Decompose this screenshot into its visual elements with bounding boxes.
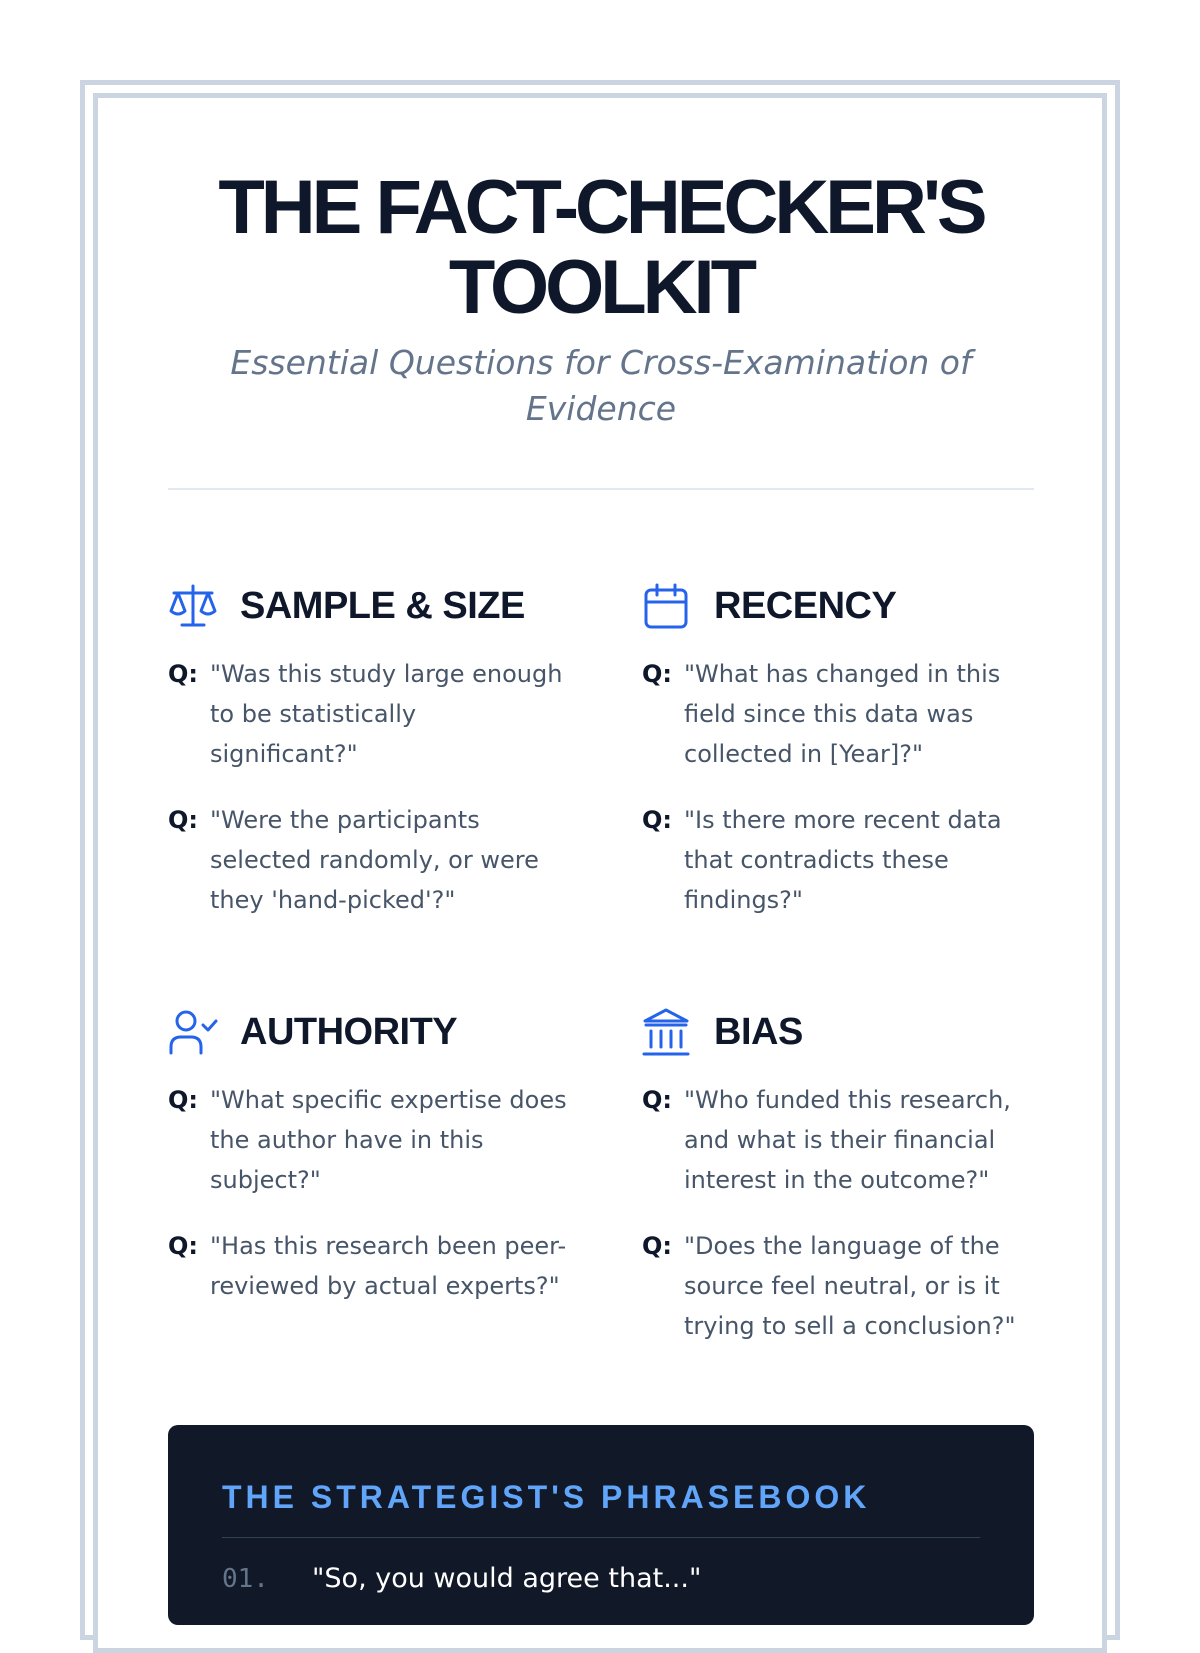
section-sample-size [168, 580, 568, 920]
phrase-text: "So, you would agree that..." [312, 1563, 702, 1594]
section-bias [642, 1006, 1042, 1346]
header-divider [168, 488, 1034, 490]
section-header [642, 580, 1042, 632]
section-header [168, 1006, 568, 1058]
question-text: "Has this research been peer-reviewed by actual experts?" [210, 1232, 567, 1300]
section-header [168, 580, 568, 632]
subtitle-line-1: Essential Questions for Cross-Examination of [230, 343, 972, 382]
question-text: "What specific expertise does the author have in this subject?" [210, 1086, 567, 1194]
question-item [642, 800, 1042, 920]
user-check-icon [168, 1006, 220, 1058]
phrasebook-title: THE STRATEGIST'S PHRASEBOOK [222, 1479, 871, 1515]
page-subtitle [208, 340, 994, 432]
phrase-number: 01. [222, 1564, 269, 1594]
section-authority [168, 1006, 568, 1306]
phrasebook-divider [222, 1537, 980, 1538]
question-text: "Were the participants selected randomly, or were they 'hand-picked'?" [210, 806, 539, 914]
question-label: Q: [168, 806, 198, 834]
phrasebook-panel [168, 1425, 1034, 1625]
section-recency [642, 580, 1042, 920]
question-text: "Does the language of the source feel neutral, or is it trying to sell a conclusion?" [684, 1232, 1016, 1340]
question-label: Q: [168, 1086, 198, 1114]
question-label: Q: [642, 1086, 672, 1114]
title-line-2: TOOLKIT [448, 245, 754, 330]
question-item [642, 654, 1042, 774]
question-text: "Was this study large enough to be statistically significant?" [210, 660, 563, 768]
question-item [168, 800, 568, 920]
calendar-icon [642, 580, 694, 632]
question-label: Q: [168, 660, 198, 688]
section-title: BIAS [714, 1010, 803, 1053]
section-header [642, 1006, 1042, 1058]
question-label: Q: [642, 660, 672, 688]
question-item [168, 654, 568, 774]
page-title [168, 165, 1034, 330]
bank-icon [642, 1006, 694, 1058]
question-label: Q: [642, 1232, 672, 1260]
phrase-item [222, 1563, 701, 1594]
title-line-1: THE FACT-CHECKER'S [218, 165, 984, 250]
section-title: AUTHORITY [240, 1010, 458, 1053]
question-item [168, 1226, 568, 1306]
question-label: Q: [642, 806, 672, 834]
question-item [642, 1226, 1042, 1346]
question-text: "What has changed in this field since this data was collected in [Year]?" [684, 660, 1001, 768]
subtitle-line-2: Evidence [525, 389, 677, 428]
question-label: Q: [168, 1232, 198, 1260]
question-item [168, 1080, 568, 1200]
section-title: RECENCY [714, 584, 897, 627]
question-text: "Is there more recent data that contradicts these findings?" [684, 806, 1002, 914]
section-title: SAMPLE & SIZE [240, 584, 525, 627]
question-text: "Who funded this research, and what is their financial interest in the outcome?" [684, 1086, 1011, 1194]
question-item [642, 1080, 1042, 1200]
scale-icon [168, 580, 220, 632]
